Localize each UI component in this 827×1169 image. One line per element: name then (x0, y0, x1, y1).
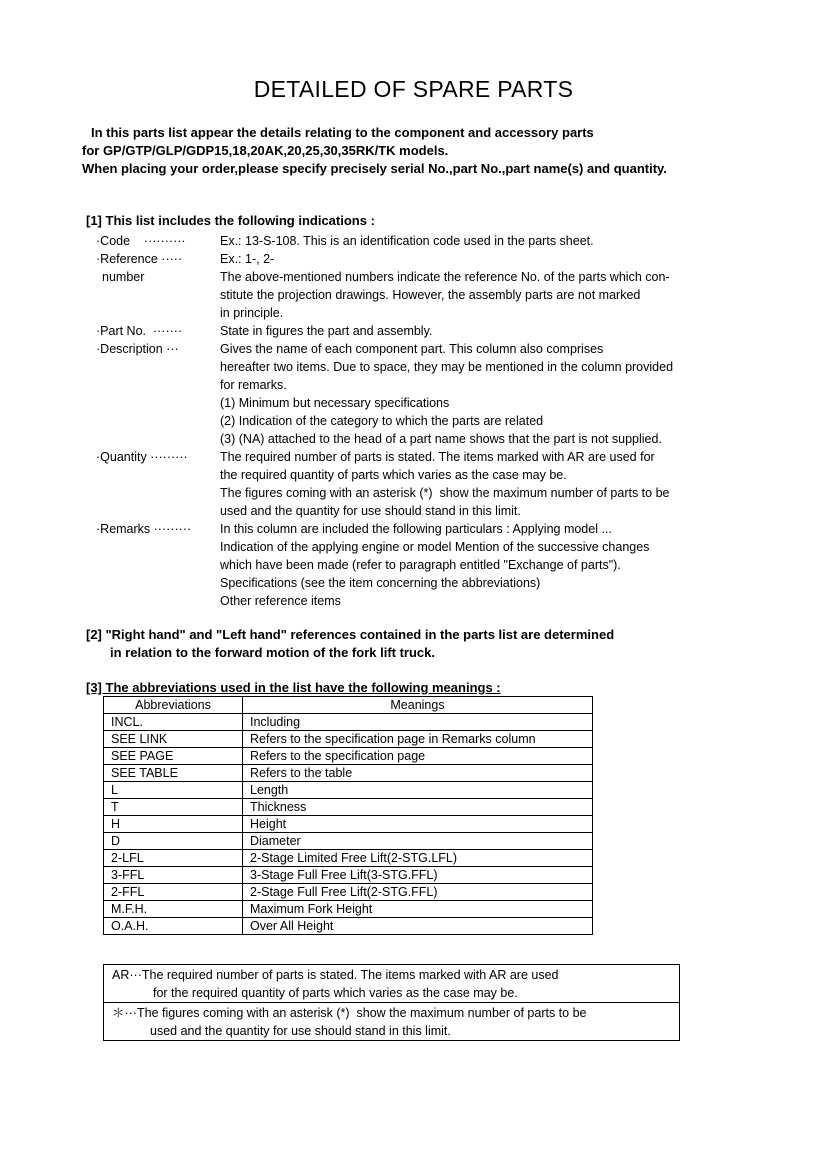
meaning-cell: Refers to the specification page in Remarks column (243, 731, 593, 748)
section-2 (86, 626, 614, 662)
page-title: DETAILED OF SPARE PARTS (253, 76, 574, 102)
indication-item (96, 340, 673, 448)
abbreviation-cell: 3-FFL (104, 867, 243, 884)
table-row (104, 782, 593, 799)
indication-description-line: Indication of the applying engine or model Mention of the successive changes (220, 540, 650, 554)
column-header-meanings: Meanings (243, 697, 593, 714)
table-row (104, 731, 593, 748)
indication-term: ·Remarks ········· (96, 522, 192, 536)
intro-line: In this parts list appear the details relating to the component and accessory parts (91, 125, 594, 140)
indication-description-line: (3) (NA) attached to the head of a part name shows that the part is not supplied. (220, 432, 662, 446)
meaning-cell: Including (243, 714, 593, 731)
indication-description-line: Ex.: 13-S-108. This is an identification code used in the parts sheet. (220, 234, 594, 248)
indication-description-line: the required quantity of parts which varies as the case may be. (220, 468, 567, 482)
table-row (104, 901, 593, 918)
abbreviation-cell: SEE LINK (104, 731, 243, 748)
notes-box (103, 964, 680, 1041)
meaning-cell: Refers to the table (243, 765, 593, 782)
indication-description-line: hereafter two items. Due to space, they may be mentioned in the column provided (220, 360, 674, 374)
indication-term: ·Description ··· (96, 342, 179, 356)
abbreviation-cell: SEE PAGE (104, 748, 243, 765)
table-row (104, 799, 593, 816)
indication-description-line: Specifications (see the item concerning the abbreviations) (220, 576, 541, 590)
table-row (104, 748, 593, 765)
meaning-cell: 2-Stage Full Free Lift(2-STG.FFL) (243, 884, 593, 901)
note-asterisk (104, 1002, 679, 1040)
abbreviation-cell: INCL. (104, 714, 243, 731)
indication-description-line: Ex.: 1-, 2- (220, 252, 275, 266)
indication-description-line: Other reference items (220, 594, 341, 608)
note-line: AR···The required number of parts is stated. The items marked with AR are used (112, 968, 559, 982)
abbreviation-cell: D (104, 833, 243, 850)
indication-description-line: which have been made (refer to paragraph entitled "Exchange of parts"). (220, 558, 621, 572)
note-ar (104, 965, 679, 1002)
indication-description-line: The above-mentioned numbers indicate the reference No. of the parts which con- (220, 270, 670, 284)
meaning-cell: Length (243, 782, 593, 799)
indication-description-line: The required number of parts is stated. The items marked with AR are used for (220, 450, 655, 464)
note-line: used and the quantity for use should stand in this limit. (150, 1024, 451, 1038)
indication-item (96, 520, 673, 610)
table-row (104, 850, 593, 867)
table-row (104, 765, 593, 782)
intro-line: for GP/GTP/GLP/GDP15,18,20AK,20,25,30,35RK/TK models. (82, 143, 449, 158)
indications-list (96, 232, 673, 610)
indication-term: ·Quantity ········· (96, 450, 188, 464)
section-2-line: [2] "Right hand" and "Left hand" references contained in the parts list are determined (86, 627, 615, 642)
abbreviation-cell: O.A.H. (104, 918, 243, 935)
indication-description-line: stitute the projection drawings. However, the assembly parts are not marked (220, 288, 641, 302)
table-row (104, 833, 593, 850)
meaning-cell: Diameter (243, 833, 593, 850)
meaning-cell: Height (243, 816, 593, 833)
indication-description-line: (1) Minimum but necessary specifications (220, 396, 450, 410)
indication-description-line: for remarks. (220, 378, 287, 392)
abbreviation-cell: H (104, 816, 243, 833)
table-row (104, 714, 593, 731)
note-line: ＊···The figures coming with an asterisk (*) show the maximum number of parts to be (112, 1006, 587, 1020)
abbreviation-cell: 2-LFL (104, 850, 243, 867)
indication-term: number (102, 270, 145, 284)
indication-description-line: State in figures the part and assembly. (220, 324, 433, 338)
table-row (104, 867, 593, 884)
indication-description-line: In this column are included the following particulars : Applying model ... (220, 522, 612, 536)
indication-term: ·Code ·········· (96, 234, 186, 248)
indication-item (96, 250, 673, 322)
intro-paragraph (82, 124, 667, 178)
indication-item (96, 322, 673, 340)
indication-term: ·Part No. ······· (96, 324, 183, 338)
table-header-row (104, 697, 593, 714)
abbreviation-cell: T (104, 799, 243, 816)
table-row (104, 816, 593, 833)
indication-description-line: The figures coming with an asterisk (*) show the maximum number of parts to be (220, 486, 670, 500)
indication-description-line: Gives the name of each component part. This column also comprises (220, 342, 604, 356)
indication-description-line: used and the quantity for use should stand in this limit. (220, 504, 521, 518)
section-1-heading: [1] This list includes the following indications : (86, 213, 375, 228)
abbreviations-table-body (104, 714, 593, 935)
indication-description-line: (2) Indication of the category to which the parts are related (220, 414, 544, 428)
indication-item (96, 232, 673, 250)
indication-term: ·Reference ····· (96, 252, 183, 266)
meaning-cell: Thickness (243, 799, 593, 816)
meaning-cell: Refers to the specification page (243, 748, 593, 765)
abbreviation-cell: M.F.H. (104, 901, 243, 918)
abbreviation-cell: L (104, 782, 243, 799)
abbreviation-cell: SEE TABLE (104, 765, 243, 782)
meaning-cell: Over All Height (243, 918, 593, 935)
indication-item (96, 448, 673, 520)
note-line: for the required quantity of parts which varies as the case may be. (153, 986, 518, 1000)
section-2-line: in relation to the forward motion of the fork lift truck. (110, 645, 435, 660)
abbreviation-cell: 2-FFL (104, 884, 243, 901)
intro-line: When placing your order,please specify precisely serial No.,part No.,part name(s) and quantity. (82, 161, 667, 176)
meaning-cell: 3-Stage Full Free Lift(3-STG.FFL) (243, 867, 593, 884)
table-row (104, 918, 593, 935)
column-header-abbreviations: Abbreviations (104, 697, 243, 714)
indication-description-line: in principle. (220, 306, 284, 320)
meaning-cell: Maximum Fork Height (243, 901, 593, 918)
abbreviations-table (103, 696, 593, 935)
meaning-cell: 2-Stage Limited Free Lift(2-STG.LFL) (243, 850, 593, 867)
table-row (104, 884, 593, 901)
section-3-heading: [3] The abbreviations used in the list have the following meanings : (86, 680, 501, 695)
